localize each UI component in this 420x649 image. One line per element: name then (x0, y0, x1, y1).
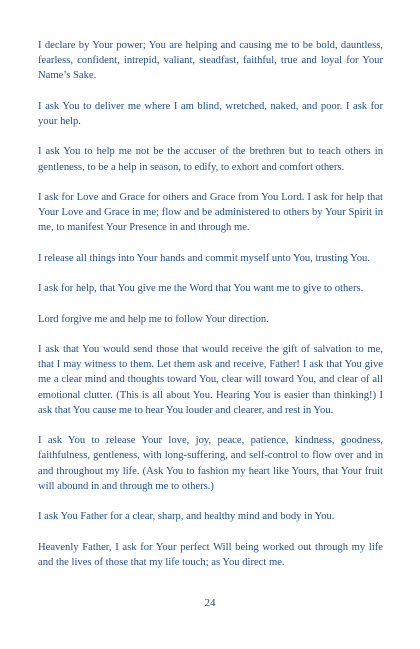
paragraph-release: I release all things into Your hands and commit myself unto You, trusting You. (38, 252, 370, 264)
paragraph-declare: I declare by Your power; You are helping and causing me to be bold, dauntless, fearless, confident, intrepid, valiant, steadfast, faithful, true and loyal for Your Name’s Sake. (38, 40, 383, 82)
paragraph-salvation: I ask that You would send those that would receive the gift of salvation to me, that I may witness to them. Let them ask and receive, Father! I ask that You give me a clear mind and thoughts toward You, clear will toward You, and clear of all emotional clutter. (This is all about You. Hearing You is easier than thinking!) I ask that You cause me to hear You louder and clearer, and rest in You. (38, 343, 383, 416)
paragraph-forgive: Lord forgive me and help me to follow Your direction. (38, 313, 269, 325)
paragraph-perfect-will: Heavenly Father, I ask for Your perfect Will being worked out through my life and the lives of those that my life touch; as You direct me. (38, 541, 383, 568)
paragraph-deliver: I ask You to deliver me where I am blind, wretched, naked, and poor. I ask for your help. (38, 100, 383, 127)
paragraph-love-grace: I ask for Love and Grace for others and Grace from You Lord. I ask for help that Your Love and Grace in me; flow and be administered to others by Your Spirit in me, to manifest Your Presence in and through me. (38, 191, 383, 234)
paragraph-accuser: I ask You to help me not be the accuser of the brethren but to teach others in gentleness, to be a help in season, to edify, to exhort and comfort others. (38, 146, 383, 173)
paragraph-word: I ask for help, that You give me the Word that You want me to give to others. (38, 283, 364, 295)
page-body-text (38, 38, 383, 585)
paragraph-clear-mind: I ask You Father for a clear, sharp, and healthy mind and body in You. (38, 511, 335, 523)
page-number: 24 (204, 597, 216, 609)
paragraph-fruit: I ask You to release Your love, joy, peace, patience, kindness, goodness, faithfulness, gentleness, with long-suffering, and self-control to flow over and in and throughout my life. (Ask You to fashion my heart like Yours, that Your fruit will abound in and through me to others.) (38, 435, 383, 492)
